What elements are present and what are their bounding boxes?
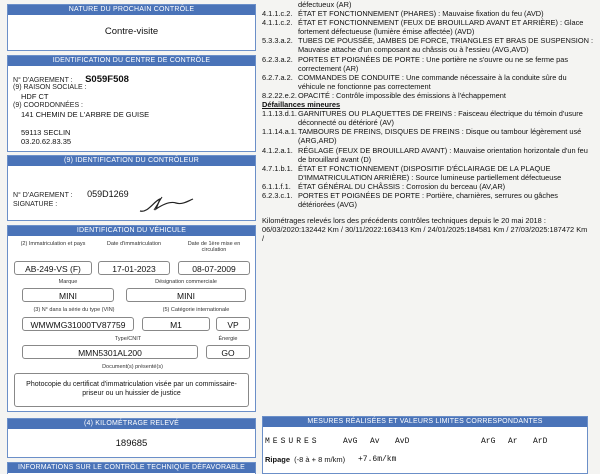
date-first-value: 08-07-2009 bbox=[178, 261, 250, 275]
controller-agrement-row bbox=[13, 184, 129, 202]
col-av: Av bbox=[370, 437, 380, 446]
ripage-limits: (-8 à + 8 m/km) bbox=[294, 455, 346, 464]
ripage-row bbox=[265, 455, 345, 464]
categorie-label: (5) Catégorie internationale bbox=[162, 307, 230, 313]
type-label: Type/CNIT bbox=[114, 336, 142, 342]
marque-label: Marque bbox=[58, 279, 78, 285]
defect-code: 6.2.3.a.2. bbox=[262, 54, 293, 64]
center-agrement-value: S059F508 bbox=[85, 74, 129, 85]
defect-text: ÉTAT ET FONCTIONNEMENT (PHARES) : Mauvaise fixation du feu (AVD) bbox=[298, 9, 544, 19]
type-value: MMN5301AL200 bbox=[22, 345, 198, 359]
km-value: 189685 bbox=[115, 438, 148, 449]
vin-label: (3) N° dans la série du type (VIN) bbox=[33, 307, 115, 313]
col-avd: AvD bbox=[395, 437, 410, 446]
defect-text: ÉTAT ET FONCTIONNEMENT (FEUX DE BROUILLARD AVANT ET ARRIÈRE) : Glace fortement défectueuse (lumière émise affectée) (AVD) bbox=[298, 18, 584, 37]
col-ar: Ar bbox=[508, 437, 518, 446]
docs-value: Photocopie du certificat d'immatriculation visée par un commissaire-priseur ou un huissier de justice bbox=[14, 373, 249, 407]
energie-label: Énergie bbox=[218, 336, 238, 342]
col-avg: AvG bbox=[343, 437, 358, 446]
vin-value: WMWMG31000TV87759 bbox=[22, 317, 134, 331]
defect-text: défectueux (AR) bbox=[298, 0, 352, 9]
measures-header: MESURES RÉALISÉES ET VALEURS LIMITES CORRESPONDANTES bbox=[263, 417, 587, 427]
controller-box bbox=[7, 155, 256, 221]
defect-text: PORTES ET POIGNÉES DE PORTE : Portière, charnières, serrures ou gâches détériorées (AVG) bbox=[298, 190, 558, 210]
defect-row bbox=[262, 55, 594, 73]
km-header: (4) KILOMÉTRAGE RELEVÉ bbox=[8, 419, 255, 429]
vehicle-box bbox=[7, 225, 256, 412]
defect-row bbox=[262, 146, 594, 164]
defect-row bbox=[262, 182, 594, 191]
center-coord-label: (9) COORDONNÉES : bbox=[13, 102, 84, 109]
center-address-line2: 59113 SECLIN bbox=[21, 128, 71, 137]
defect-code bbox=[262, 0, 298, 9]
measures-box bbox=[262, 416, 588, 474]
controller-agrement-value: 059D1269 bbox=[87, 189, 129, 199]
info-header: INFORMATIONS SUR LE CONTRÔLE TECHNIQUE DÉFAVORABLE bbox=[8, 463, 255, 473]
minor-defects-header: Défaillances mineures bbox=[262, 100, 341, 110]
center-agrement-label: N° D'AGREMENT : bbox=[13, 77, 73, 84]
minor-defects-list bbox=[262, 109, 594, 209]
defect-text: ÉTAT GÉNÉRAL DU CHÂSSIS : Corrosion du berceau (AV,AR) bbox=[298, 181, 506, 191]
defect-code: 4.1.1.c.2. bbox=[262, 9, 293, 19]
date-immat-value: 17-01-2023 bbox=[98, 261, 170, 275]
center-phone: 03.20.62.83.35 bbox=[21, 137, 72, 146]
immat-label: (2) Immatriculation et pays bbox=[20, 241, 86, 247]
designation-label: Désignation commerciale bbox=[155, 279, 217, 285]
defect-row bbox=[262, 9, 594, 18]
defect-text: OPACITÉ : Contrôle impossible des émissions à l'échappement bbox=[298, 90, 506, 100]
info-box bbox=[7, 462, 256, 474]
defect-text: COMMANDES DE CONDUITE : Une commande nécessaire à la conduite sûre du véhicule ne fonctionne pas correctement bbox=[298, 72, 567, 91]
genre-value: VP bbox=[216, 317, 250, 331]
defect-code: 1.1.14.a.1. bbox=[262, 127, 297, 137]
defect-row bbox=[262, 36, 594, 54]
measures-col-label: MESURES bbox=[265, 437, 320, 446]
defects-column bbox=[262, 0, 594, 243]
defect-code: 1.1.13.d.1. bbox=[262, 109, 297, 119]
controller-header: (9) IDENTIFICATION DU CONTRÔLEUR bbox=[8, 156, 255, 166]
center-address-line1: 141 CHEMIN DE L'ARBRE DE GUISE bbox=[21, 110, 150, 119]
col-ard: ArD bbox=[533, 437, 548, 446]
km-box bbox=[7, 418, 256, 458]
controller-signature-label: SIGNATURE : bbox=[13, 201, 58, 208]
vehicle-header: IDENTIFICATION DU VÉHICULE bbox=[8, 226, 255, 236]
defect-code: 6.1.1.f.1. bbox=[262, 181, 291, 191]
defect-text: PORTES ET POIGNÉES DE PORTE : Une portière ne s'ouvre ou ne se ferme pas correctement (AR) bbox=[298, 54, 569, 73]
defect-code: 4.7.1.b.1. bbox=[262, 163, 293, 173]
controller-agrement-label: N° D'AGREMENT : bbox=[13, 192, 73, 199]
date-immat-label: Date d'immatriculation bbox=[106, 241, 162, 247]
next-control-value: Contre-visite bbox=[104, 26, 159, 37]
next-control-box bbox=[7, 4, 256, 51]
docs-label: Document(s) présenté(s) bbox=[102, 364, 163, 370]
defect-text: RÉGLAGE (FEUX DE BROUILLARD AVANT) : Mauvaise orientation horizontale d'un feu de brouillard avant (D) bbox=[298, 145, 588, 164]
defect-row bbox=[262, 73, 594, 91]
defect-text: GARNITURES OU PLAQUETTES DE FREINS : Faisceau électrique du témoin d'usure déconnecté ou détérioré (AV) bbox=[298, 109, 583, 128]
defect-code: 6.2.7.a.2. bbox=[262, 72, 293, 82]
defect-row bbox=[262, 127, 594, 145]
defect-code: 6.2.3.c.1. bbox=[262, 190, 293, 200]
defect-text: TAMBOURS DE FREINS, DISQUES DE FREINS : Disque ou tambour légèrement usé (ARG,ARD) bbox=[298, 127, 582, 146]
ripage-label: Ripage bbox=[265, 455, 291, 464]
date-first-label: Date de 1ère mise en circulation bbox=[187, 241, 241, 253]
energie-value: GO bbox=[206, 345, 250, 359]
immat-value: AB-249-VS (F) bbox=[14, 261, 92, 275]
col-arg: ArG bbox=[481, 437, 496, 446]
ripage-value: +7.6m/km bbox=[358, 455, 397, 464]
defect-row bbox=[262, 191, 594, 209]
defect-row bbox=[262, 91, 594, 100]
control-center-box bbox=[7, 55, 256, 152]
defect-row bbox=[262, 18, 594, 36]
marque-value: MINI bbox=[22, 288, 114, 302]
next-control-header: NATURE DU PROCHAIN CONTRÔLE bbox=[8, 5, 255, 15]
signature-image bbox=[136, 191, 196, 217]
defect-code: 4.1.1.c.2. bbox=[262, 18, 293, 28]
defect-code: 5.3.3.a.2. bbox=[262, 36, 293, 46]
defect-row bbox=[262, 164, 594, 182]
defect-row bbox=[262, 109, 594, 127]
defect-text: TUBES DE POUSSÉE, JAMBES DE FORCE, TRIANGLES ET BRAS DE SUSPENSION : Mauvaise attache d'un composant au châssis ou à l'essieu (AVG,AVD) bbox=[298, 36, 594, 55]
categorie-value: M1 bbox=[142, 317, 210, 331]
defects-list bbox=[262, 0, 594, 100]
defect-code: 8.2.22.e.2. bbox=[262, 90, 297, 100]
defect-code: 4.1.2.a.1. bbox=[262, 145, 293, 155]
km-history: Kilométrages relevés lors des précédents contrôles techniques depuis le 20 mai 2018 : 06/03/2020:132442 Km / 30/11/2022:163413 Km / 24/01/2025:184581 Km / 27/03/2025:187472 Km / bbox=[262, 216, 588, 244]
defect-text: ÉTAT ET FONCTIONNEMENT (DISPOSITIF D'ÉCLAIRAGE DE LA PLAQUE D'IMMATRICULATION ARRIÈRE) : Source lumineuse partiellement défectueuse bbox=[298, 163, 562, 182]
center-raison-label: (9) RAISON SOCIALE : bbox=[13, 84, 87, 91]
defect-row bbox=[262, 0, 594, 9]
center-raison-value: HDF CT bbox=[21, 92, 49, 101]
control-center-header: IDENTIFICATION DU CENTRE DE CONTRÔLE bbox=[8, 56, 255, 66]
designation-value: MINI bbox=[126, 288, 246, 302]
